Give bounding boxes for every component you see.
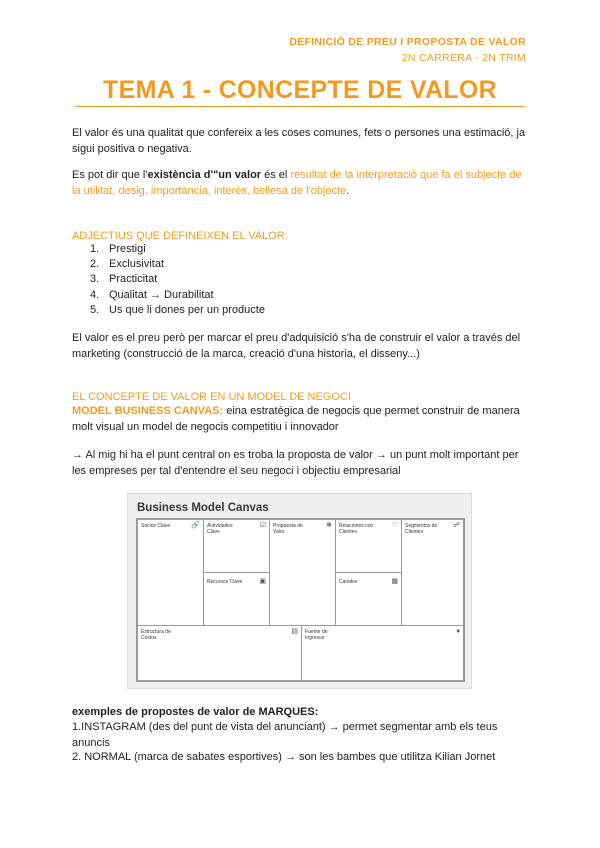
canvas-cell-propuesta: Propuesta de Valor ❋ <box>269 519 336 626</box>
money-icon: ♦ <box>456 628 460 635</box>
gift-icon: ❋ <box>326 522 332 529</box>
canvas-cell-relaciones: Relaciones con Clientes ♡ <box>335 519 402 573</box>
example-item-1: 1.INSTAGRAM (des del punt de vista del anunciant) → permet segmentar amb els teus anuncis <box>72 721 498 749</box>
canvas-definition-label: MODEL BUSINESS CANVAS: <box>72 405 224 417</box>
canvas-cell-recursos: Recursos Clave ▣ <box>203 572 270 626</box>
intro-p2-mid: és el <box>261 169 291 181</box>
example-item-2: 2. NORMAL (marca de sabates esportives) → son les bambes que utilitza Kilian Jornet <box>72 751 496 763</box>
canvas-cell-segmentos: Segmentos de Clientes ☍ <box>401 519 464 626</box>
factory-icon: ▣ <box>259 578 266 585</box>
truck-icon: ▦ <box>391 578 398 585</box>
list-item: 5. Us que li dones per un producte <box>90 303 265 316</box>
canvas-cell-socios: Socios Clave 🔗 <box>137 519 204 626</box>
canvas-figure-title: Business Model Canvas <box>137 502 269 514</box>
adjectives-heading: ADJECTIUS QUE DEFINEIXEN EL VALOR: <box>72 230 288 242</box>
canvas-cell-fuentes: Fuente de Ingresos ♦ <box>301 625 464 681</box>
canvas-cell-costos: Estructura de Costos ▤ <box>137 625 302 681</box>
list-item: 1. Prestigi <box>90 243 146 255</box>
tag-icon: ▤ <box>291 628 298 635</box>
value-proposition-paragraph: → Al mig hi ha el punt central on es troba la proposta de valor → un punt molt important per les empreses per tal d'entendre el seu negoci i objectiu empresarial <box>72 449 519 477</box>
intro-paragraph-1: El valor és una qualitat que confereix a les coses comunes, fets o persones una estimació, ja sigui positiva o negativa. <box>72 127 526 155</box>
heart-icon: ♡ <box>391 522 398 529</box>
list-item: 2. Exclusivitat <box>90 258 165 271</box>
canvas-cell-canales: Canales ▦ <box>335 572 402 626</box>
title-divider <box>75 106 525 107</box>
person-icon: ☍ <box>452 522 460 529</box>
canvas-cell-actividades: Actividades Clave ☑ <box>203 519 270 573</box>
checkbox-icon: ☑ <box>259 522 266 529</box>
canvas-grid <box>136 518 465 682</box>
intro-p2-start: Es pot dir que l' <box>72 169 148 181</box>
adjectives-list <box>90 242 265 318</box>
list-item: 3. Practicitat <box>90 273 158 286</box>
intro-p2-bold: existència d'"un valor <box>147 169 262 181</box>
list-item: 4. Qualitat → Durabilitat <box>90 288 214 301</box>
intro-p2-highlight: resultat de la interpretació que fa el subjecte de la utilitat, desig, importància, interès, bellesa de l'objecte <box>72 169 522 197</box>
header-subject: DEFINICIÓ DE PREU I PROPOSTA DE VALOR <box>289 36 526 48</box>
business-model-canvas-figure <box>127 493 472 689</box>
canvas-definition <box>72 403 528 435</box>
price-paragraph: El valor es el preu però per marcar el preu d'adquisició s'ha de construir el valor a través del marketing (construcció de la marca, creació d'una historia, el disseny...) <box>72 332 521 360</box>
canvas-definition-text: eina estratègica de negocis que permet construir de manera molt visual un model de negocis competitiu i innovador <box>72 405 520 433</box>
link-icon: 🔗 <box>191 522 200 529</box>
page-title: TEMA 1 - CONCEPTE DE VALOR <box>103 76 497 104</box>
header-course: 2N CARRERA - 2N TRIM <box>401 52 526 64</box>
intro-paragraph-2 <box>72 167 528 199</box>
intro-p2-end: . <box>346 185 350 197</box>
business-model-heading: EL CONCEPTE DE VALOR EN UN MODEL DE NEGOCI <box>72 391 351 403</box>
examples-heading: exemples de propostes de valor de MARQUES: <box>72 706 319 718</box>
